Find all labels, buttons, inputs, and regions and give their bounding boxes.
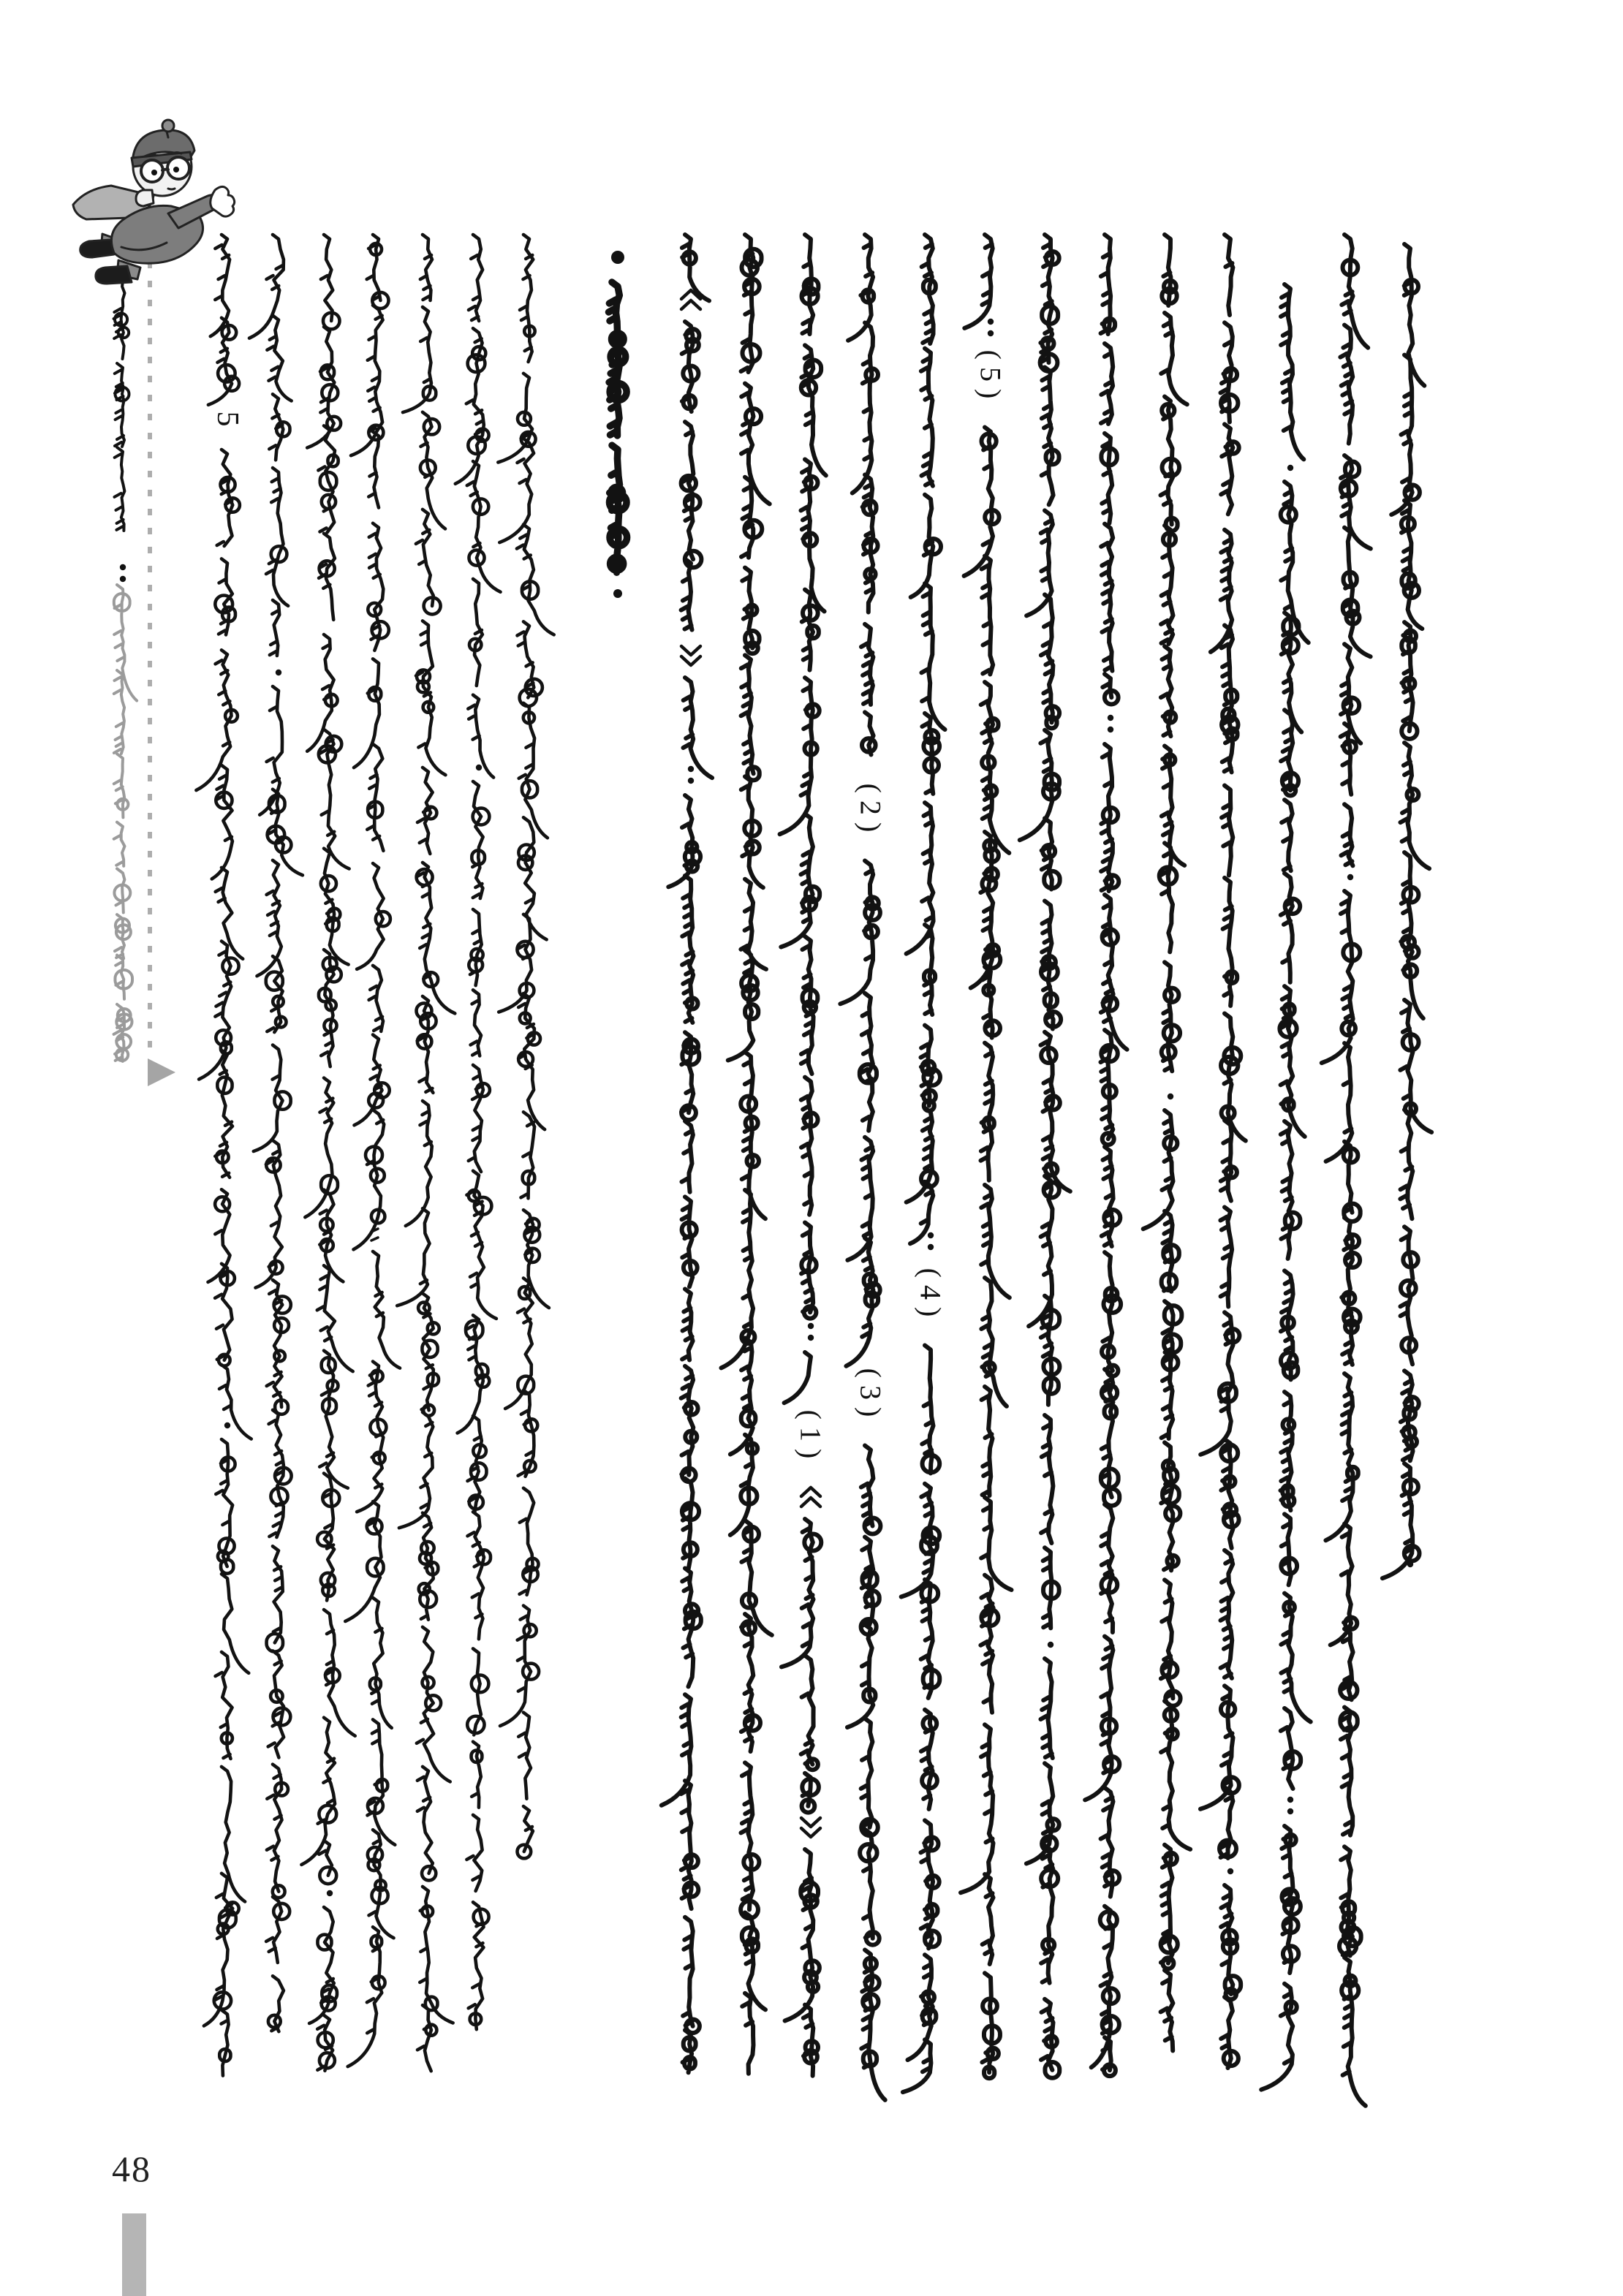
handwriting-passage-column — [455, 235, 501, 2029]
handwriting-passage-column — [301, 235, 355, 2071]
main-exercise-text-column — [901, 235, 947, 2092]
main-exercise-text-column — [840, 235, 887, 2100]
svg-text:( 5 ): ( 5 ) — [974, 349, 1007, 399]
mascot-flying-boy-illustration — [51, 110, 241, 300]
mascot-boot-2 — [96, 266, 132, 284]
svg-text:( 2 ): ( 2 ) — [854, 783, 888, 833]
main-exercise-text-column — [1020, 235, 1070, 2078]
main-exercise-text-column — [722, 235, 772, 2074]
exercise-header-column — [609, 251, 627, 598]
mascot-glove — [211, 186, 235, 216]
handwriting-passage-column — [196, 235, 251, 2076]
main-exercise-text-column — [662, 235, 712, 2072]
main-exercise-text-column — [1085, 235, 1127, 2076]
page-number: 48 — [112, 2148, 151, 2189]
main-exercise-text-column — [1382, 244, 1431, 1578]
svg-text:( 3 ): ( 3 ) — [854, 1368, 888, 1417]
handwriting-passage-column — [498, 235, 553, 1858]
margin-note-column — [114, 585, 137, 1061]
main-exercise-text-column — [1200, 235, 1246, 2068]
margin-note-column — [114, 276, 129, 582]
handwriting-passage-column — [249, 235, 303, 2031]
main-exercise-text-column — [1322, 235, 1371, 2106]
mascot-hand — [136, 190, 154, 206]
svg-text:5: 5 — [211, 411, 244, 427]
margin-triangle-marker — [148, 1058, 175, 1086]
mascot-boot — [80, 240, 114, 257]
handwriting-passage-column — [397, 235, 455, 2071]
page-edge-bleed-bar — [122, 2213, 146, 2296]
main-exercise-text-column — [1261, 284, 1311, 2090]
main-exercise-text-column — [780, 235, 828, 2076]
handwriting-passage-column — [345, 235, 400, 2066]
main-exercise-text-column — [961, 235, 1012, 2078]
svg-text:( 4 ): ( 4 ) — [914, 1268, 947, 1317]
svg-text:( 1 ): ( 1 ) — [794, 1409, 828, 1459]
mascot-hat-button — [162, 120, 174, 132]
main-exercise-text-column — [1143, 235, 1190, 2050]
